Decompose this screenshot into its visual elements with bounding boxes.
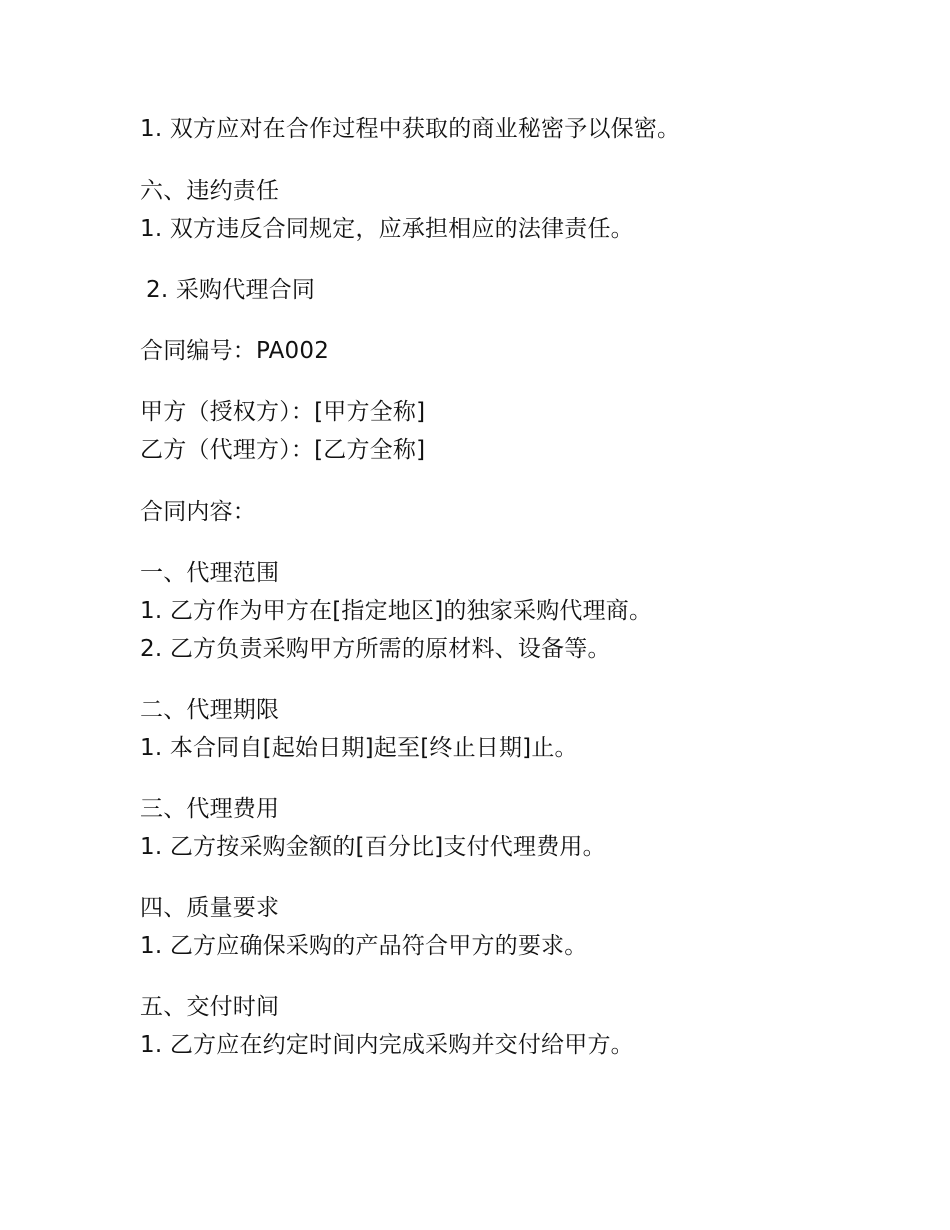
contract-content-label: 合同内容： [140,499,256,525]
party-b: 乙方（代理方）：[乙方全称] [140,437,426,463]
section-heading-delivery: 五、交付时间 [140,994,280,1020]
section-heading-agency-fee: 三、代理费用 [140,796,280,822]
contract-title: 2. 采购代理合同 [146,277,316,303]
party-a: 甲方（授权方）：[甲方全称] [140,399,426,425]
delivery-clause: 1. 乙方应在约定时间内完成采购并交付给甲方。 [140,1032,634,1058]
section-heading-agency-scope: 一、代理范围 [140,560,280,586]
contract-number: 合同编号：PA002 [140,338,330,364]
section-heading-agency-term: 二、代理期限 [140,697,280,723]
quality-clause: 1. 乙方应确保采购的产品符合甲方的要求。 [140,933,588,959]
agency-term-clause: 1. 本合同自[起始日期]起至[终止日期]止。 [140,735,578,761]
agency-fee-clause: 1. 乙方按采购金额的[百分比]支付代理费用。 [140,834,606,860]
breach-liability-clause: 1. 双方违反合同规定，应承担相应的法律责任。 [140,216,634,242]
agency-scope-clause-1: 1. 乙方作为甲方在[指定地区]的独家采购代理商。 [140,598,653,624]
agency-scope-clause-2: 2. 乙方负责采购甲方所需的原材料、设备等。 [140,636,611,662]
section-heading-breach-liability: 六、违约责任 [140,178,280,204]
confidentiality-clause: 1. 双方应对在合作过程中获取的商业秘密予以保密。 [140,116,681,142]
section-heading-quality: 四、质量要求 [140,895,280,921]
